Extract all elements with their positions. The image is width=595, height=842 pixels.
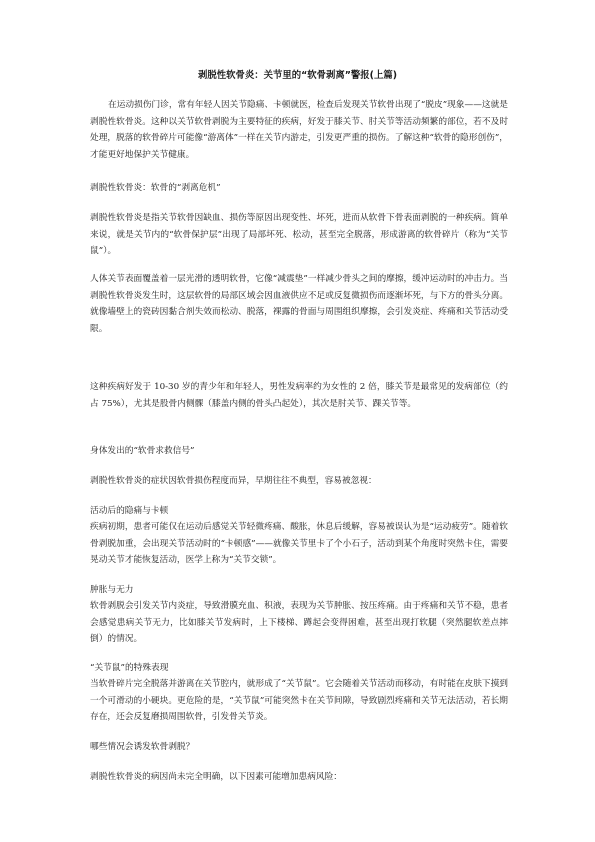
subheading-2: 肿胀与无力 — [90, 585, 134, 595]
section2-paragraph-1: 剥脱性软骨炎的症状因软骨损伤程度而异，早期往往不典型，容易被忽视： — [90, 476, 377, 486]
subheading-1: 活动后的隐痛与卡顿 — [90, 506, 169, 516]
section-heading-2: 身体发出的“软骨求救信号” — [90, 446, 195, 456]
sub3-paragraph: 当软骨碎片完全脱落并游离在关节腔内，就形成了“关节鼠”。它会随着关节活动而移动，有时能在皮肤下摸到一个可滑动的小硬块。更危险的是，“关节鼠”可能突然卡在关节间隙，导致剧烈疼痛和关节无法活动，若长期存在，还会反复磨损周围软骨，引发骨关节炎。 — [90, 679, 508, 722]
subheading-3: “关节鼠”的特殊表现 — [90, 663, 169, 673]
section1-paragraph-2: 人体关节表面覆盖着一层光滑的透明软骨，它像“减震垫”一样减少骨头之间的摩擦，缓冲运动时的冲击力。当剥脱性软骨炎发生时，这层软骨的局部区域会因血液供应不足或反复微损伤而逐渐坏死，与下方的骨头分离。就像墙壁上的瓷砖因黏合剂失效而松动、脱落，裸露的骨面与周围组织摩擦，会引发炎症、疼痛和关节活动受限。 — [90, 274, 508, 334]
section-heading-1: 剥脱性软骨炎：软骨的“剥离危机” — [90, 183, 221, 193]
section1-paragraph-3: 这种疾病好发于 10-30 岁的青少年和年轻人，男性发病率约为女性的 2 倍，膝关节是最常见的发病部位（约占 75%），尤其是股骨内侧髁（膝盖内侧的骨头凸起处），其次是肘关节、踝关节等。 — [90, 382, 508, 409]
section1-paragraph-1: 剥脱性软骨炎是指关节软骨因缺血、损伤等原因出现变性、坏死，进而从软骨下骨表面剥脱的一种疾病。简单来说，就是关节内的“软骨保护层”出现了局部坏死、松动，甚至完全脱落，形成游离的软骨碎片（称为“关节鼠”）。 — [90, 213, 508, 256]
document-title: 剥脱性软骨炎：关节里的“软骨剥离”警报(上篇) — [197, 70, 398, 81]
sub1-paragraph: 疾病初期，患者可能仅在运动后感觉关节轻微疼痛、酸胀，休息后缓解，容易被误认为是“运动疲劳”。随着软骨剥脱加重，会出现关节活动时的“卡顿感”——就像关节里卡了个小石子，活动到某个角度时突然卡住，需要晃动关节才能恢复活动，医学上称为“关节交锁”。 — [90, 522, 508, 565]
section3-paragraph-1: 剥脱性软骨炎的病因尚未完全明确，以下因素可能增加患病风险： — [90, 772, 342, 782]
intro-paragraph: 在运动损伤门诊，常有年轻人因关节隐痛、卡顿就医，检查后发现关节软骨出现了“脱皮”现象——这就是剥脱性软骨炎。这种以关节软骨剥脱为主要特征的疾病，好发于膝关节、肘关节等活动频繁的部位，若不及时处理，脱落的软骨碎片可能像“游离体”一样在关节内游走，引发更严重的损伤。了解这种“软骨的隐形创伤”，才能更好地保护关节健康。 — [90, 100, 508, 160]
section-heading-3: 哪些情况会诱发软骨剥脱？ — [90, 742, 195, 752]
sub2-paragraph: 软骨剥脱会引发关节内炎症，导致滑膜充血、积液，表现为关节肿胀、按压疼痛。由于疼痛和关节不稳，患者会感觉患病关节无力，比如膝关节发病时，上下楼梯、蹲起会变得困难，甚至出现打软腿（突然腿软差点摔倒）的情况。 — [90, 601, 508, 644]
